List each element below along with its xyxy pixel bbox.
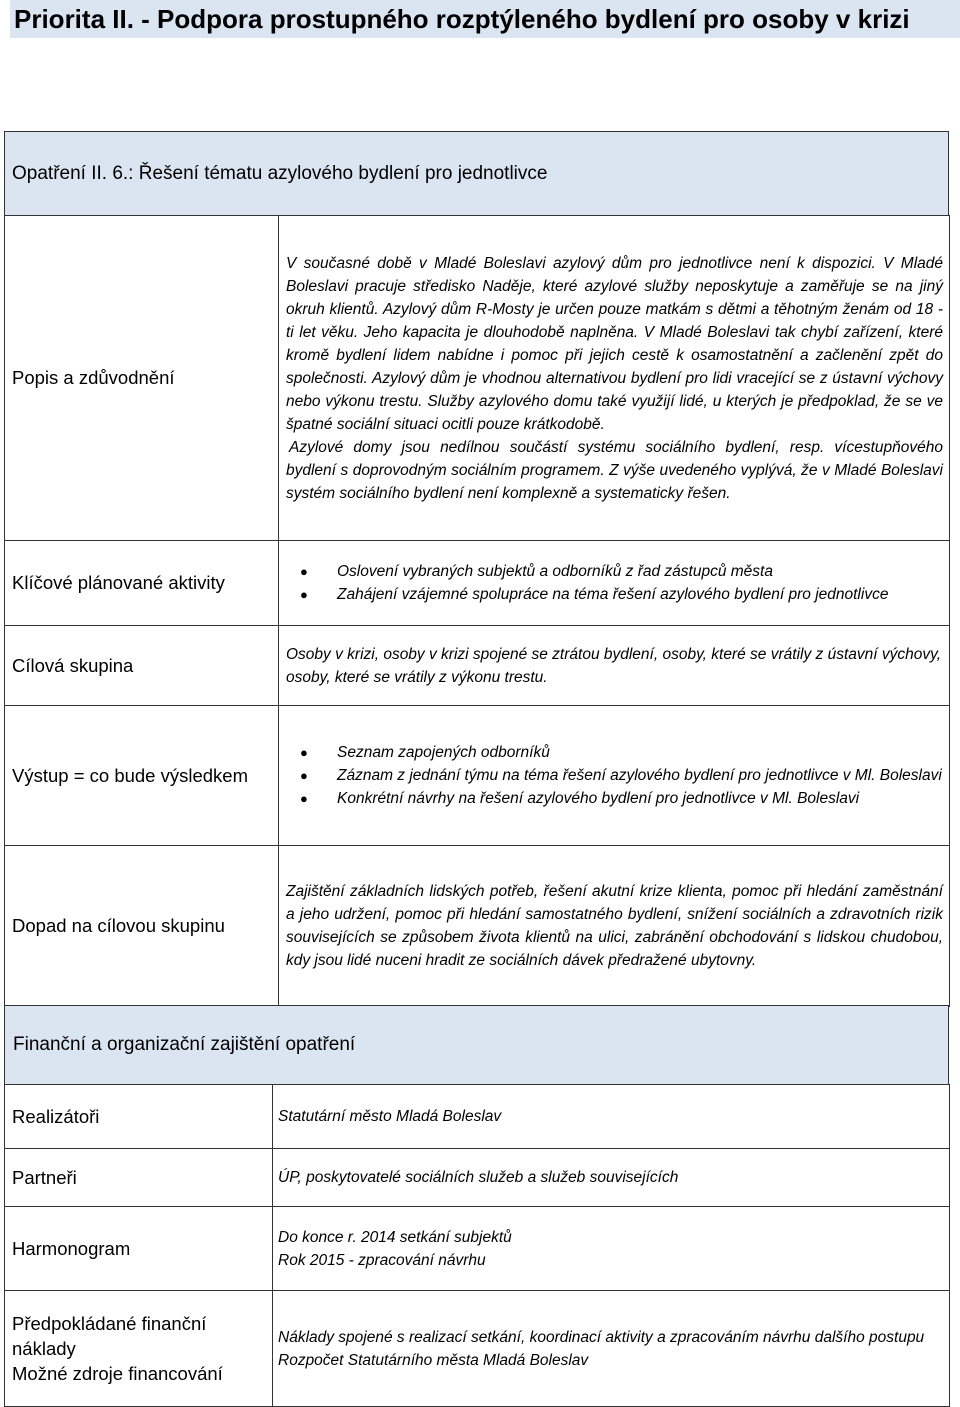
label-realizatori: Realizátoři bbox=[5, 1085, 273, 1149]
content-popis bbox=[279, 216, 950, 541]
content-vystup bbox=[279, 706, 950, 846]
harmonogram-line-1: Do konce r. 2014 setkání subjektů bbox=[278, 1228, 512, 1246]
value-naklady-zdroje bbox=[273, 1291, 950, 1407]
harmonogram-line-2: Rok 2015 - zpracování návrhu bbox=[278, 1251, 486, 1269]
bullet-icon: ● bbox=[300, 791, 308, 806]
value-partneri: ÚP, poskytovatelé sociálních služeb a služeb souvisejících bbox=[273, 1149, 950, 1207]
value-harmonogram bbox=[273, 1207, 950, 1291]
label-harmonogram: Harmonogram bbox=[5, 1207, 273, 1291]
popis-paragraph-2: Azylové domy jsou nedílnou součástí systému sociálního bydlení, resp. vícestupňového bydlení s doprovodným sociálním programem. Z výše uvedeného vyplývá, že v Mladé Boleslavi systém sociálního bydlení není komplexně a systematicky řešen. bbox=[286, 438, 943, 502]
row-naklady-zdroje bbox=[5, 1291, 950, 1407]
page-title: Priorita II. - Podpora prostupného rozptýleného bydlení pro osoby v krizi bbox=[10, 0, 960, 38]
content-cilova: Osoby v krizi, osoby v krizi spojené se ztrátou bydlení, osoby, které se vrátily z ústavní výchovy, osoby, které se vrátily z výkonu trestu. bbox=[279, 626, 950, 706]
row-vystup bbox=[5, 706, 950, 846]
row-partneri bbox=[5, 1149, 950, 1207]
financing-heading: Finanční a organizační zajištění opatření bbox=[4, 1005, 949, 1085]
row-popis bbox=[5, 216, 950, 541]
content-aktivity bbox=[279, 541, 950, 626]
label-popis: Popis a zdůvodnění bbox=[5, 216, 279, 541]
list-item: ● Konkrétní návrhy na řešení azylového bydlení pro jednotlivce v Ml. Boleslavi bbox=[286, 787, 943, 810]
bullet-icon: ● bbox=[300, 768, 308, 783]
list-item: ● Záznam z jednání týmu na téma řešení azylového bydlení pro jednotlivce v Ml. Boleslavi bbox=[286, 764, 943, 787]
vystup-list bbox=[286, 741, 943, 810]
list-item: ● Zahájení vzájemné spolupráce na téma řešení azylového bydlení pro jednotlivce bbox=[286, 583, 943, 606]
value-naklady: Náklady spojené s realizací setkání, koordinací aktivity a zpracováním návrhu dalšího postupu bbox=[278, 1328, 925, 1346]
value-zdroje: Rozpočet Statutárního města Mladá Boleslav bbox=[278, 1351, 589, 1369]
list-item: ● Seznam zapojených odborníků bbox=[286, 741, 943, 764]
label-naklady: Předpokládané finanční náklady bbox=[12, 1313, 207, 1359]
label-dopad: Dopad na cílovou skupinu bbox=[5, 846, 279, 1007]
row-aktivity bbox=[5, 541, 950, 626]
bullet-icon: ● bbox=[300, 564, 308, 579]
row-harmonogram bbox=[5, 1207, 950, 1291]
popis-paragraph-1: V současné době v Mladé Boleslavi azylový dům pro jednotlivce není k dispozici. V Mladé Boleslavi pracuje středisko Naděje, které azylové služby neposkytuje a zaměřuje se na jiný okruh klientů. Azylový dům R-Mosty je určen pouze matkám s dětmi a těhotným ženám od 18 -ti let věku. Jeho kapacita je dlouhodobě naplněna. V Mladé Boleslavi tak chybí zařízení, které kromě bydlení lidem nabídne i pomoc při jejich cestě k osamostatnění a začlenění zpět do společnosti. Azylový dům je vhodnou alternativou bydlení pro lidi vracející se z ústavní výchovy nebo výkonu trestu. Služby azylového domu také využijí lidé, u kterých je předpoklad, že se ve špatné sociální situaci ocitli pouze krátkodobě. bbox=[286, 254, 943, 433]
label-naklady-zdroje bbox=[5, 1291, 273, 1407]
label-cilova: Cílová skupina bbox=[5, 626, 279, 706]
label-vystup: Výstup = co bude výsledkem bbox=[5, 706, 279, 846]
measure-heading: Opatření II. 6.: Řešení tématu azylového bydlení pro jednotlivce bbox=[4, 131, 949, 216]
row-realizatori bbox=[5, 1085, 950, 1149]
row-cilova bbox=[5, 626, 950, 706]
label-aktivity: Klíčové plánované aktivity bbox=[5, 541, 279, 626]
bullet-icon: ● bbox=[300, 745, 308, 760]
measure-table bbox=[4, 215, 950, 1007]
row-dopad bbox=[5, 846, 950, 1007]
value-realizatori: Statutární město Mladá Boleslav bbox=[273, 1085, 950, 1149]
content-dopad: Zajištění základních lidských potřeb, řešení akutní krize klienta, pomoc při hledání zaměstnání a jeho udržení, pomoc při hledání samostatného bydlení, snížení sociálních a zdravotních rizik souvisejících se způsobem života klientů na ulici, zabránění obchodování s lidskou chudobou, kdy jsou lidé nuceni hradit ze sociálních dávek předražené ubytovny. bbox=[279, 846, 950, 1007]
label-partneri: Partneři bbox=[5, 1149, 273, 1207]
list-item: ● Oslovení vybraných subjektů a odborníků z řad zástupců města bbox=[286, 560, 943, 583]
financing-table bbox=[4, 1084, 950, 1407]
bullet-icon: ● bbox=[300, 587, 308, 602]
label-zdroje: Možné zdroje financování bbox=[12, 1363, 223, 1384]
aktivity-list bbox=[286, 560, 943, 606]
